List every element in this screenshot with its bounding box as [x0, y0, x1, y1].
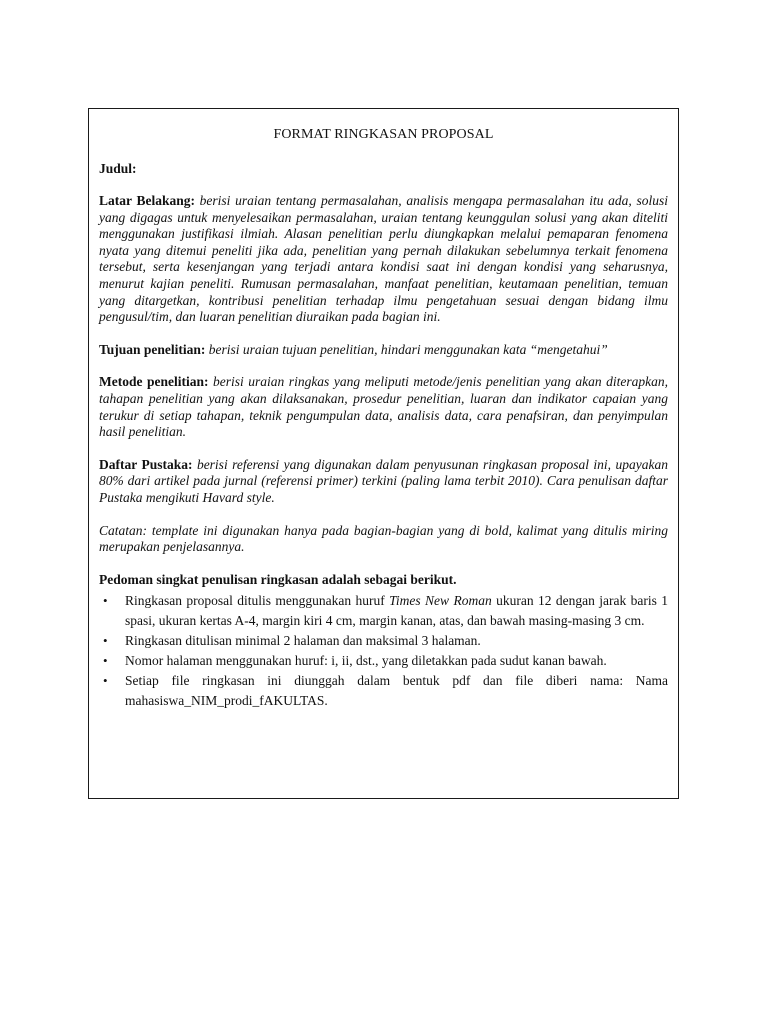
guide-item-font: [99, 591, 668, 631]
bullet-icon: •: [103, 652, 108, 668]
tujuan-penelitian-label: Tujuan penelitian:: [99, 341, 206, 357]
guide-item-font-text-a: Ringkasan proposal ditulis menggunakan huruf: [125, 592, 390, 608]
latar-belakang-paragraph: [99, 193, 668, 326]
judul-label: Judul:: [99, 161, 137, 176]
guide-item-font-name: Times New Roman: [389, 592, 492, 608]
guide-item-upload-text: Setiap file ringkasan ini diunggah dalam bentuk pdf dan file diberi nama: Nama mahasiswa_NIM_prodi_fAKULTAS.: [125, 672, 668, 708]
guide-list: [99, 591, 668, 711]
metode-penelitian-text: berisi uraian ringkas yang meliputi metode/jenis penelitian yang akan diterapkan, tahapan penelitian yang akan dilaksanakan, prosedur penelitian, luaran dan indikator capaian yang terukur di setiap tahapan, teknik pengumpulan data, analisis data, cara penafsiran, dan penyimpulan hasil penelitian.: [99, 374, 668, 440]
latar-belakang-text: berisi uraian tentang permasalahan, analisis mengapa permasalahan itu ada, solusi yang digagas untuk menyelesaikan permasalahan, uraian tentang keunggulan solusi yang akan diteliti menggunakan justifikasi ilmiah. Alasan penelitian perlu diungkapkan melalui pemaparan fenomena nyata yang ditemui peneliti jika ada, penelitian yang pernah dilakukan sebelumnya terkait fenomena tersebut, serta kesenjangan yang terjadi antara kondisi saat ini dengan kondisi yang seharusnya, menurut kajian peneliti. Rumusan permasalahan, manfaat penelitian, keutamaan penelitian, temuan yang ditargetkan, kontribusi penelitian terhadap ilmu pengetahuan sesuai dengan bidang ilmu pengusul/tim, dan luaran penelitian diuraikan pada bagian ini.: [99, 193, 668, 325]
guide-item-font-text-b: ukuran 12 dengan jarak baris 1 spasi, ukuran kertas A-4, margin kiri 4 cm, margin kanan, atas, dan bawah masing-masing 3 cm.: [125, 592, 668, 628]
metode-penelitian-label: Metode penelitian:: [99, 374, 209, 390]
daftar-pustaka-text: berisi referensi yang digunakan dalam penyusunan ringkasan proposal ini, upayakan 80% dari artikel pada jurnal (referensi primer) terkini (paling lama terbit 2010). Cara penulisan daftar Pustaka mengikuti Havard style.: [99, 456, 668, 505]
metode-penelitian-paragraph: [99, 374, 668, 440]
guide-title: Pedoman singkat penulisan ringkasan adalah sebagai berikut.: [99, 571, 457, 587]
daftar-pustaka-paragraph: [99, 457, 668, 507]
bullet-icon: •: [103, 632, 108, 648]
daftar-pustaka-label: Daftar Pustaka:: [99, 456, 193, 472]
document-title: FORMAT RINGKASAN PROPOSAL: [273, 127, 494, 142]
tujuan-penelitian-text: berisi uraian tujuan penelitian, hindari menggunakan kata “mengetahui”: [205, 341, 608, 357]
catatan-paragraph: Catatan: template ini digunakan hanya pada bagian-bagian yang di bold, kalimat yang ditulis miring merupakan penjelasannya.: [99, 522, 668, 555]
guide-item-length-text: Ringkasan ditulisan minimal 2 halaman dan maksimal 3 halaman.: [125, 632, 481, 648]
guide-item-page-number-text: Nomor halaman menggunakan huruf: i, ii, dst., yang diletakkan pada sudut kanan bawah.: [125, 652, 607, 668]
guide-item-upload: [99, 671, 668, 711]
document-frame: [88, 108, 679, 799]
guide-item-page-number: [99, 651, 668, 671]
tujuan-penelitian-paragraph: [99, 342, 668, 359]
bullet-icon: •: [103, 592, 108, 608]
latar-belakang-label: Latar Belakang:: [99, 193, 195, 208]
guide-item-length: [99, 631, 668, 651]
bullet-icon: •: [103, 672, 108, 688]
